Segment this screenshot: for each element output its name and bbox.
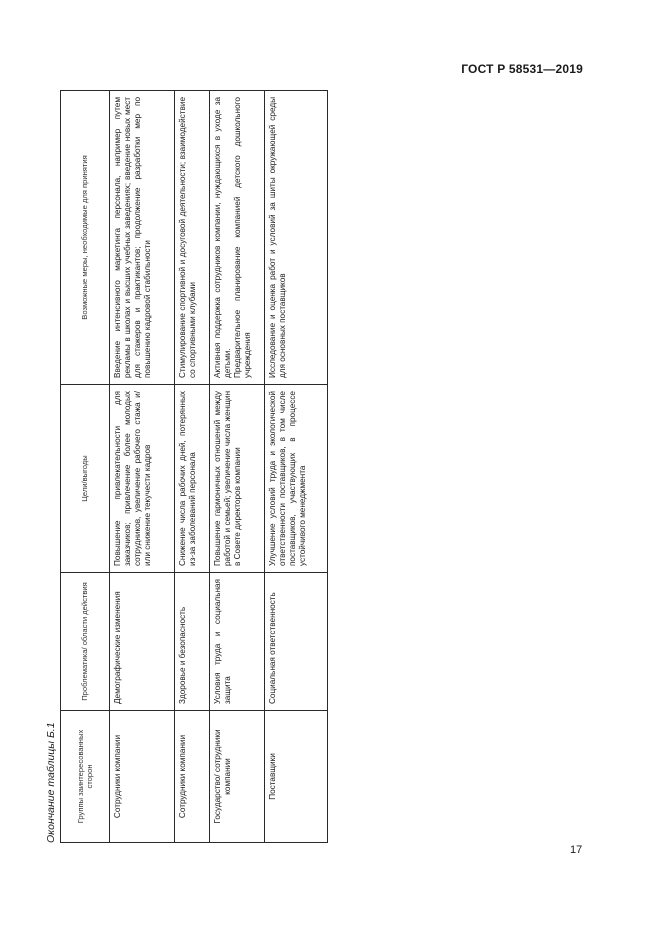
measure-paragraph: Стимулирование спортивной и досуговой деятельности; взаимодействие со спортивными клубами [178,97,197,378]
header-problem-areas: Проблематика/ области действия [61,573,110,711]
table-caption: Окончание таблицы Б.1 [45,722,57,843]
cell-area: Условия труда и социальная защита [210,573,265,711]
cell-goals: Снижение числа рабочих дней, потерянных из-за заболеваний персонала [175,385,210,573]
cell-measures [265,91,328,385]
measure-paragraph: Введение интенсивного маркетинга персонала, например путем рекламы в школах и высших учебных заведениях; введение новых мест для стажеров и практикантов; продолжение разработки мер по повышению кадровой стабильности [113,97,152,378]
cell-area: Демографические изменения [110,573,175,711]
measure-paragraph: Исследование и оценка работ и условий за шиты окружающей среды для основных поставщиков [268,97,287,378]
table-row [265,91,328,843]
cell-group: Поставщики [265,711,328,843]
cell-area: Социальная ответственность [265,573,328,711]
cell-measures [110,91,175,385]
header-measures: Возможные меры, необходимые для принятия [61,91,110,385]
page-number: 17 [570,844,583,856]
cell-measures [175,91,210,385]
cell-group: Сотрудники компании [175,711,210,843]
table-row [175,91,210,843]
cell-group: Государство/ сотрудники компании [210,711,265,843]
cell-area: Здоровье и безопасность [175,573,210,711]
cell-goals: Повышение гармоничных отношений между работой и семьей; увеличение числа женщин в Совете директоров компании [210,385,265,573]
header-stakeholder-groups: Группы заинтересованных сторон [61,711,110,843]
cell-group: Сотрудники компании [110,711,175,843]
cell-measures [210,91,265,385]
stakeholder-table [60,90,328,843]
rotated-table-block [44,91,336,843]
table-row [210,91,265,843]
header-goals: Цели/выгоды [61,385,110,573]
document-code: ГОСТ Р 58531—2019 [461,62,583,76]
table-header-row [61,91,110,843]
measure-paragraph: Предварительное планирование компанией детского дошкольного учреждения [233,97,252,378]
cell-goals: Повышение привлекательности для заказчиков; привлечение более молодых сотрудников, увеличение рабочего стажа и/или снижение текучести кадров [110,385,175,573]
cell-goals: Улучшение условий труда и экологической ответственности поставщиков, в том числе поставщиков, участвующих в процессе устойчивого менеджмента [265,385,328,573]
table-row [110,91,175,843]
measure-paragraph: Активная поддержка сотрудников компании, нуждающихся в уходе за детьми. [213,97,232,378]
